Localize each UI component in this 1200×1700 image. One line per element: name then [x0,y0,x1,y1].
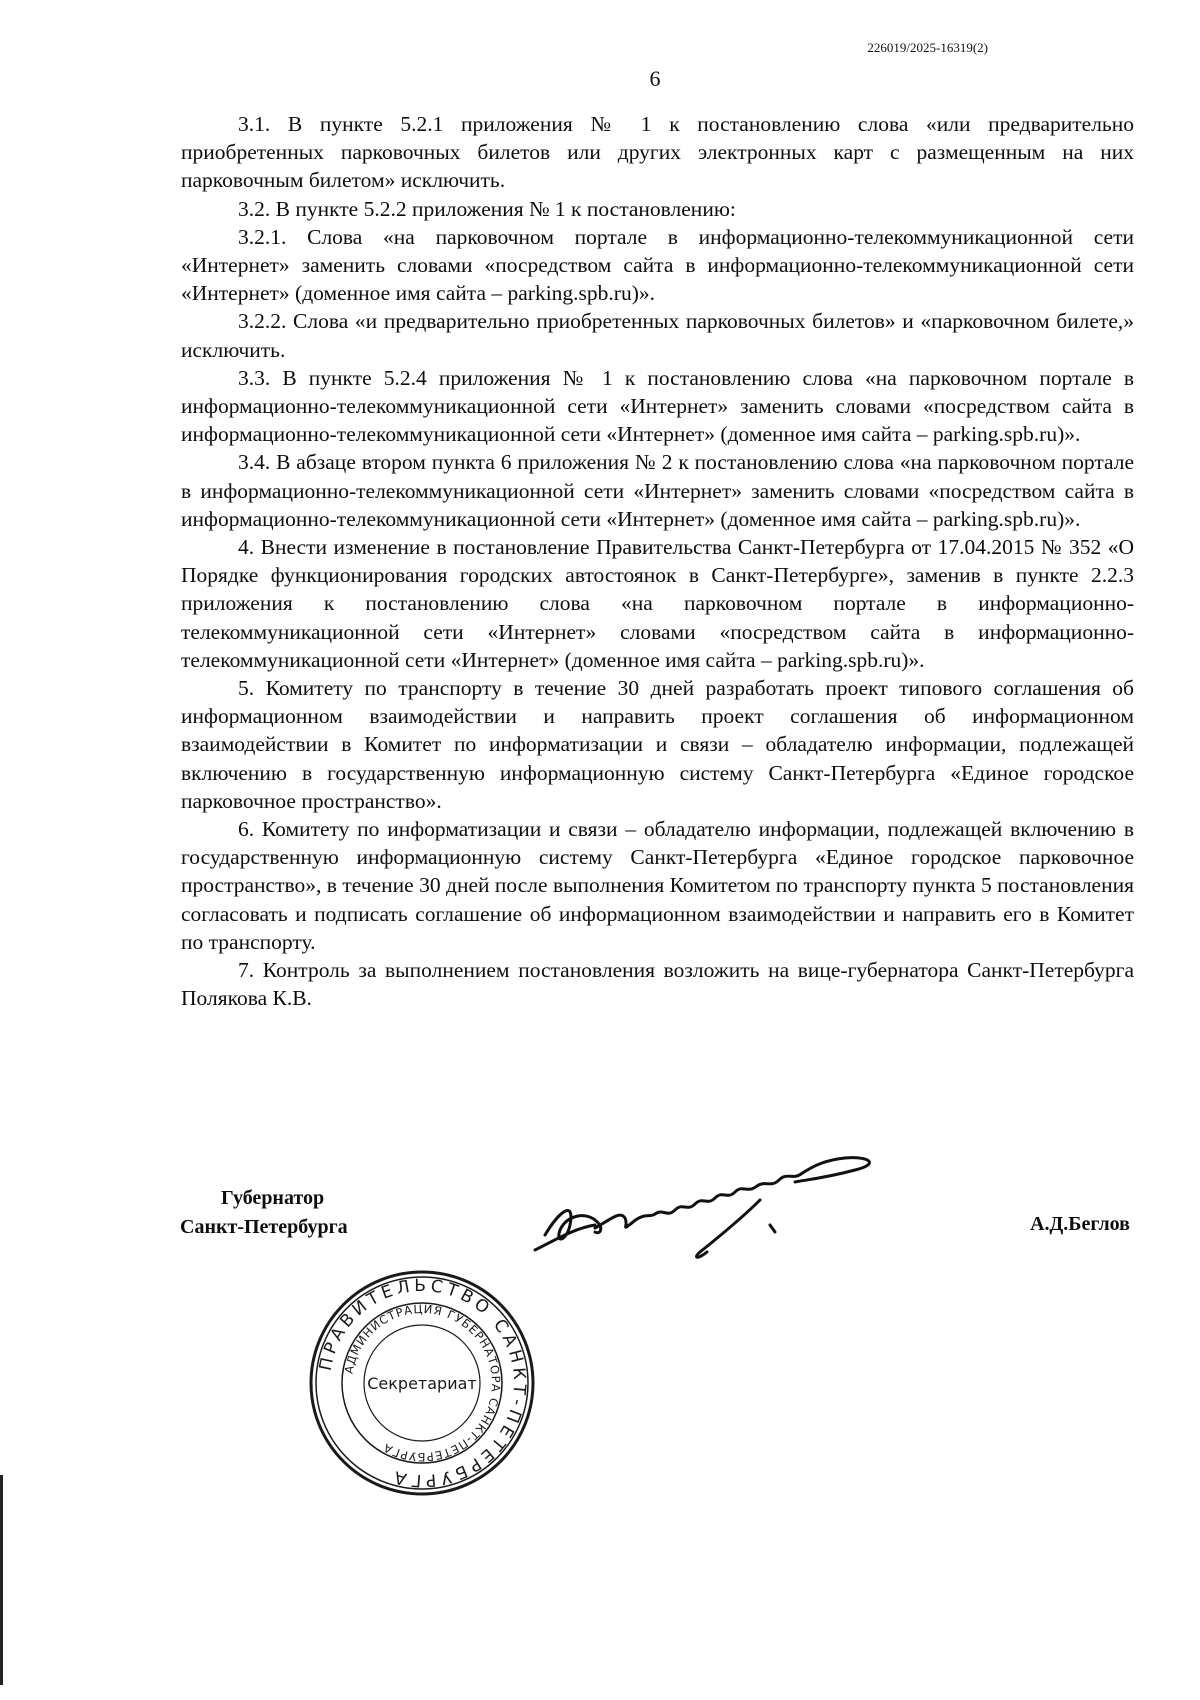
paragraph-3-4: 3.4. В абзаце втором пункта 6 приложения № 2 к постановлению слова «на парковочном портале в информационно-телекоммуникационной сети «Интернет» заменить словами «посредством сайта в информационно-телекоммуникационной сети «Интернет» (доменное имя сайта – parking.spb.ru)». [181,450,1134,531]
seal-outer-text: ПРАВИТЕЛЬСТВО САНКТ-ПЕТЕРБУРГА [315,1275,530,1491]
paragraph-6: 6. Комитету по информатизации и связи – обладателю информации, подлежащей включению в государственную информационную систему Санкт-Петербурга «Единое городское парковочное пространство», в течение 30 дней после выполнения Комитетом по транспорту пункта 5 постановления согласовать и подписать соглашение об информационном взаимодействии и направить его в Комитет по транспорту. [181,817,1134,954]
paragraph-3-3: 3.3. В пункте 5.2.4 приложения № 1 к постановлению слова «на парковочном портале в информационно-телекоммуникационной сети «Интернет» заменить словами «посредством сайта в информационно-телекоммуникационной сети «Интернет» (доменное имя сайта – parking.spb.ru)». [181,365,1134,447]
signatory-title-line2: Санкт-Петербурга [180,1216,348,1238]
signatory-title [180,1184,348,1242]
paragraph-3-2: 3.2. В пункте 5.2.2 приложения № 1 к постановлению: [238,196,736,221]
signatory-title-line1: Губернатор [221,1187,325,1209]
page-number: 6 [649,66,661,91]
paragraph-3-2-1: 3.2.1. Слова «на парковочном портале в информационно-телекоммуникационной сети «Интернет» заменить словами «посредством сайта в информационно-телекоммуникационной сети «Интернет» (доменное имя сайта – parking.spb.ru)». [181,224,1134,306]
paragraph-4: 4. Внести изменение в постановление Правительства Санкт-Петербурга от 17.04.2015 № 352 «О Порядке функционирования городских автостоянок в Санкт-Петербурге», заменив в пункте 2.2.3 приложения к постановлению слова «на парковочном портале в информационно-телекоммуникационной сети «Интернет» словами «посредством сайта в информационно-телекоммуникационной сети «Интернет» (доменное имя сайта – parking.spb.ru)». [181,535,1134,672]
scan-edge-line [0,1475,3,1685]
official-seal [307,1268,537,1498]
paragraph-7: 7. Контроль за выполнением постановления возложить на вице-губернатора Санкт-Петербурга Полякова К.В. [181,958,1134,1011]
document-registration-number: 226019/2025-16319(2) [867,40,988,55]
paragraph-3-2-2: 3.2.2. Слова «и предварительно приобретенных парковочных билетов» и «парковочном билете,» исключить. [181,309,1134,362]
handwritten-signature [525,1140,955,1270]
signatory-name: А.Д.Беглов [1030,1213,1130,1235]
paragraph-5: 5. Комитету по транспорту в течение 30 дней разработать проект типового соглашения об информационном взаимодействии и направить проект соглашения об информационном взаимодействии в Комитет по информатизации и связи – обладателю информации, подлежащей включению в государственную информационную систему Санкт-Петербурга «Единое городское парковочное пространство». [181,676,1134,813]
seal-center-text: Секретариат [367,1374,477,1393]
document-body [181,110,1134,1013]
paragraph-3-1: 3.1. В пункте 5.2.1 приложения № 1 к постановлению слова «или предварительно приобретенных парковочных билетов или других электронных карт с размещенным на них парковочным билетом» исключить. [181,112,1134,193]
seal-middle-text: АДМИНИСТРАЦИЯ ГУБЕРНАТОРА САНКТ-ПЕТЕРБУРГА [341,1301,504,1465]
